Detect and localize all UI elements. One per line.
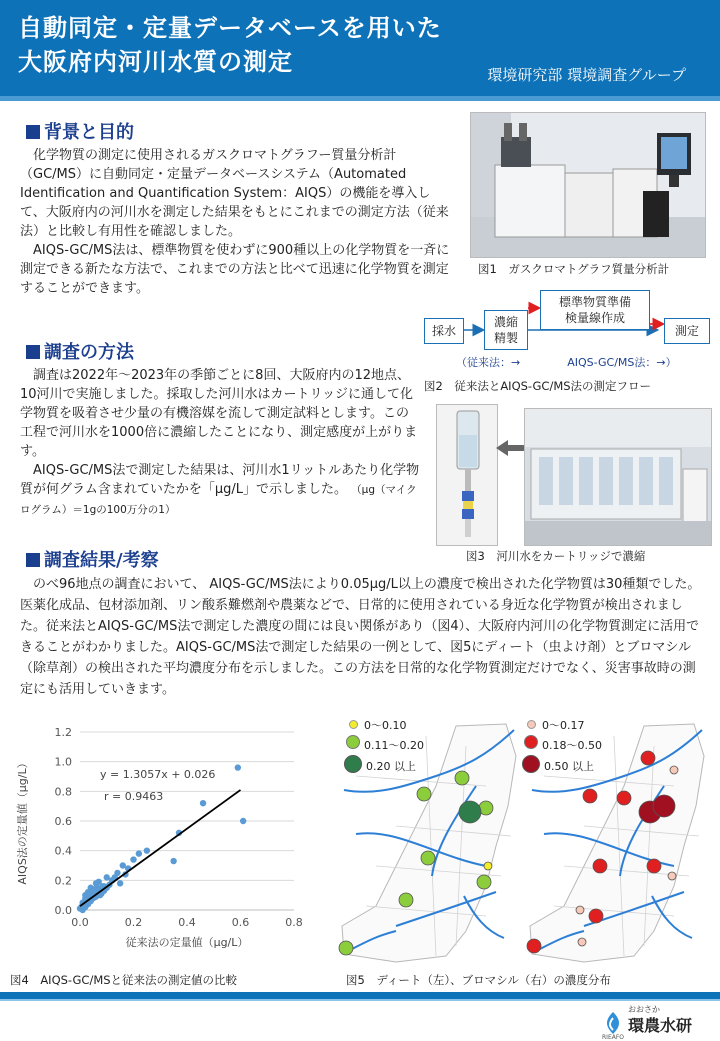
bromacil-map-site-marker [578,938,586,946]
data-point [130,856,136,862]
bromacil-mid-dot-icon [524,735,538,749]
flow-concentrate-label: 濃縮 [493,315,518,329]
cartridge-photo [436,404,498,546]
x-tick-label: 0.4 [178,916,196,929]
bromacil-map-site-marker [617,791,631,805]
flow-step-sampling: 採水 [424,318,464,344]
logo-text: 環農水研 [628,1016,693,1035]
y-tick-label: 0.8 [54,785,72,799]
header-divider [0,96,720,101]
heading-square-icon [26,553,40,567]
deet-legend [346,716,424,776]
deet-legend-low-label: 0～0.10 [364,719,407,732]
data-point [96,879,102,885]
results-paragraph: のべ96地点の調査において、 AIQS-GC/MS法により0.05μg/L以上の濃度で検出された化学物質は30種類でした。医薬化成品、包材添加剤、リン酸系難燃剤や農薬などで、日常的に使用されている身近な化学物質が検出されました。従来法とAIQS-GC/MS法で測定した濃度の間には良い関係があり（図4）、大阪府内河川の化学物質測定に活用できることがわかりました。AIQS-GC/MS法で測定した結果の一例として、図5にディート（虫よけ剤）とブロマシル（除草剤）の検出された平均濃度分布を示しました。この方法を日常的な化学物質測定だけでなく、災害事故時の測定にも活用していきます。 [20,577,701,697]
deet-high-dot-icon [344,755,362,773]
bromacil-map-site-marker [641,751,655,765]
results-heading [26,546,159,572]
bromacil-legend-low [524,716,602,735]
data-point [240,818,246,824]
data-point [88,885,94,891]
method-heading [26,338,134,364]
regression-equation: y = 1.3057x + 0.026 [100,768,216,781]
heading-square-icon [26,125,40,139]
x-axis-label: 従来法の定量値（μg/L） [125,936,249,949]
bromacil-map-site-marker [583,789,597,803]
deet-mid-dot-icon [346,735,360,749]
deet-map-site-marker [339,941,353,955]
y-tick-label: 1.2 [54,726,72,739]
bromacil-legend-mid [524,735,602,755]
flow-step-standard [540,290,650,330]
flow-step-concentrate [484,310,528,350]
deet-legend-high [346,755,424,776]
flow-legend-conventional: （従来法：→ [456,356,521,369]
data-point [144,847,150,853]
bromacil-low-dot-icon [527,720,536,729]
bromacil-legend-high-label: 0.50 以上 [544,760,594,773]
measurement-flow-diagram [418,284,718,384]
data-point [200,800,206,806]
bromacil-high-dot-icon [522,755,540,773]
page-title-line2: 大阪府内河川水質の測定 [18,48,293,76]
flow-standard-prep-label: 標準物質準備 [558,295,631,309]
flow-calibration-label: 検量線作成 [564,311,625,325]
method-paragraph-2 [20,461,420,520]
institute-logo [600,1004,716,1041]
deet-map-site-marker [417,787,431,801]
bromacil-map-site-marker [647,859,661,873]
x-tick-label: 0.2 [124,916,143,929]
y-axis-label: AIQS法の定量値（μg/L） [16,757,29,885]
background-heading-text: 背景と目的 [44,122,134,143]
trend-line [80,790,241,906]
bromacil-map-site-marker [576,906,584,914]
data-point [117,880,123,886]
department-label: 環境研究部 環境調査グループ [487,66,686,84]
lab-equipment-illustration [525,409,711,545]
method-heading-text: 調査の方法 [44,342,134,363]
bromacil-map-site-marker [653,795,675,817]
fig1-caption: 図1 ガスクロマトグラフ質量分析計 [478,262,670,276]
heading-square-icon [26,345,40,359]
data-point [170,858,176,864]
deet-map-site-marker [459,801,481,823]
bromacil-map-site-marker [589,909,603,923]
method-paragraph-2-text: AIQS-GC/MS法で測定した結果は、河川水1リットルあたり化学物質が何グラム含まれていたかを「μg/L」で示しました。 [20,463,420,497]
x-tick-label: 0.6 [231,916,250,929]
cartridge-illustration [437,405,497,545]
x-tick-label: 0.8 [285,916,303,929]
bromacil-legend-low-label: 0～0.17 [542,719,585,732]
scatter-chart [8,720,318,970]
y-tick-label: 0.0 [54,904,72,917]
bromacil-map-site-marker [527,939,541,953]
y-tick-label: 1.0 [54,755,72,769]
fig4-caption: 図4 AIQS-GC/MSと従来法の測定値の比較 [10,973,238,987]
fig5-caption: 図5 ディート（左）、ブロマシル（右）の濃度分布 [346,973,611,987]
data-point [136,850,142,856]
flow-legend [456,354,677,370]
deet-map-site-marker [477,875,491,889]
method-paragraph-1: 調査は2022年～2023年の季節ごとに8回、大阪府内の12地点、10河川で実施しました。採取した河川水はカートリッジに通して化学物質を吸着させ少量の有機溶媒を流して測定試料とします。この工程で河川水を1000倍に濃縮したことになり、測定感度が上がります。 [20,368,418,459]
y-tick-label: 0.6 [54,815,72,828]
deet-low-dot-icon [349,720,358,729]
deet-legend-mid [346,735,424,755]
y-tick-label: 0.4 [54,844,72,858]
zoom-arrow-icon [496,438,526,458]
footer-bar-accent [0,999,720,1001]
method-text [20,366,420,520]
bromacil-legend-high [524,755,602,776]
logo-sub: RIEAFO [602,1034,625,1041]
background-paragraph-2: AIQS-GC/MS法は、標準物質を使わずに900種以上の化学物質を一斉に測定できる新たな方法で、これまでの方法と比べて迅速に化学物質を測定することができます。 [20,243,450,296]
fig3-caption: 図3 河川水をカートリッジで濃縮 [466,549,646,563]
background-heading [26,118,134,144]
bromacil-map-site-marker [668,872,676,880]
deet-map-site-marker [484,862,492,870]
logo-mark-icon [600,1010,626,1036]
lab-photo [524,408,712,546]
bromacil-map-site-marker [670,766,678,774]
microgram-note: （μg（マイクログラム）＝1gの100万分の1） [20,484,417,516]
bromacil-map-site-marker [593,859,607,873]
results-heading-text: 調査結果/考察 [44,550,159,571]
page-title-line1: 自動同定・定量データベースを用いた [18,14,442,42]
deet-legend-low [346,716,424,735]
gcms-instrument-illustration [471,113,705,257]
background-text [20,146,452,298]
deet-map-site-marker [421,851,435,865]
deet-map-site-marker [399,893,413,907]
data-point [114,870,120,876]
flow-legend-aiqs: AIQS-GC/MS法：→） [567,356,677,369]
flow-purify-label: 精製 [493,331,518,345]
logo-kana: おおさか [628,1005,660,1014]
bromacil-legend-mid-label: 0.18～0.50 [542,739,602,752]
bromacil-legend [524,716,602,776]
background-paragraph-1: 化学物質の測定に使用されるガスクロマトグラフー質量分析計（GC/MS）に自動同定・定量データベースシステム（Automated Identification and Quantification System：AIQS）の機能を導入して、大阪府内の河川水を測定した結果をもとにこれまでの測定方法（従来法）と比較し有用性を確認しました。 [20,148,449,239]
y-tick-label: 0.2 [54,874,72,888]
deet-map-site-marker [455,771,469,785]
results-text [20,574,702,700]
gcms-photo [470,112,706,258]
x-tick-label: 0.0 [71,916,89,929]
flow-step-measure: 測定 [664,318,710,344]
concentration-maps [328,716,714,966]
correlation-value: r = 0.9463 [104,790,164,803]
deet-legend-high-label: 0.20 以上 [366,760,416,773]
fig2-caption: 図2 従来法とAIQS-GC/MS法の測定フロー [424,379,652,393]
deet-legend-mid-label: 0.11～0.20 [364,739,424,752]
footer-bar [0,992,720,999]
data-point [235,764,241,770]
